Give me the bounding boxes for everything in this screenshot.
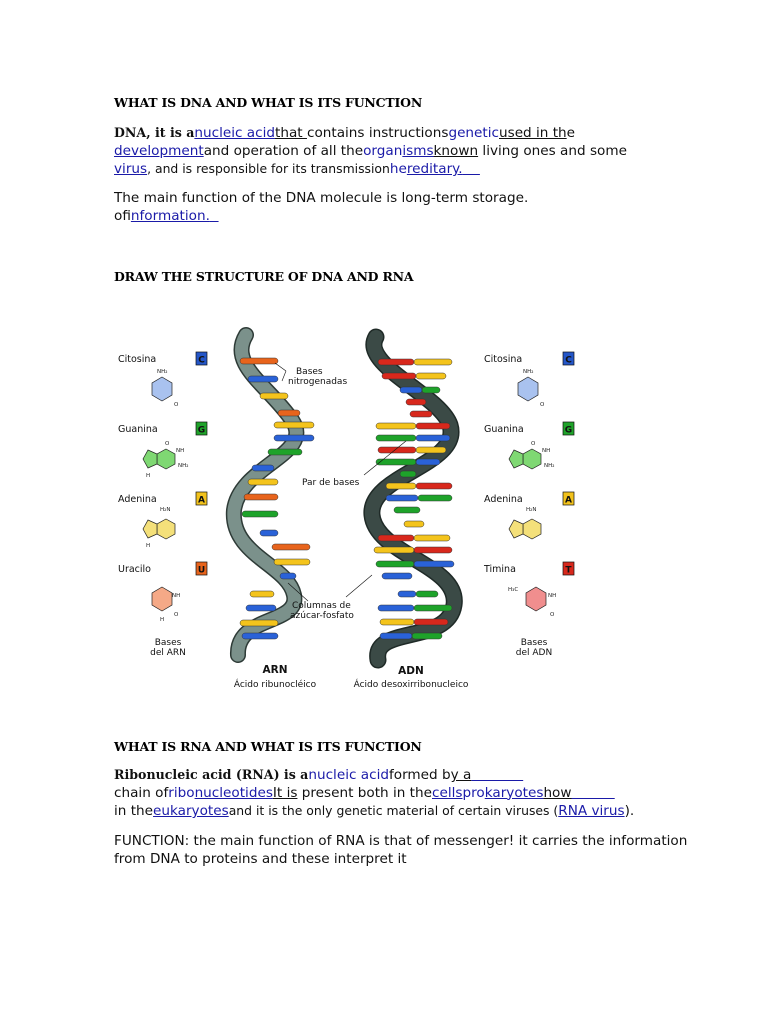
dna-base-bar	[386, 483, 416, 489]
rna-base-letter-4: U	[197, 565, 206, 576]
rna-title: ARN	[262, 664, 288, 676]
dna-base-bar	[406, 399, 426, 405]
heading-dna-function: WHAT IS DNA AND WHAT IS ITS FUNCTION	[114, 95, 423, 110]
rna-base-bar	[252, 465, 274, 471]
text-used-in: used in th	[499, 125, 567, 141]
rna-base-bar	[240, 620, 278, 626]
link-pro[interactable]: pro	[462, 784, 485, 801]
atom-label: O	[531, 441, 536, 447]
dna-double-helix	[372, 337, 454, 660]
atom-label: NH	[172, 593, 181, 599]
dna-base-bar	[416, 591, 438, 597]
paragraph-dna-main-function	[114, 190, 714, 225]
rna-base-bar	[272, 544, 310, 550]
rna-base-label-4: Uracilo	[118, 564, 151, 575]
rna-base-bar	[242, 633, 278, 639]
dna-base-bar	[416, 459, 440, 465]
adenine-molecule-icon	[143, 507, 175, 549]
dna-base-bar	[418, 495, 452, 501]
link-virus[interactable]: virus	[114, 161, 148, 177]
link-development[interactable]: development	[114, 142, 204, 159]
link-ribo[interactable]: ribo	[168, 784, 195, 801]
atom-label: NH	[542, 448, 551, 454]
dna-base-letter-2: G	[564, 425, 573, 436]
dna-base-bar	[404, 521, 424, 527]
rna-base-bar	[248, 479, 278, 485]
dna-base-bar	[376, 561, 414, 567]
rna-base-label-3: Adenina	[118, 494, 157, 505]
label-columnas-1: Columnas de	[292, 601, 351, 611]
dna-base-bar	[414, 561, 454, 567]
dna-base-bar	[416, 423, 450, 429]
atom-label: H	[146, 473, 151, 479]
rna-base-label-1: Citosina	[118, 354, 157, 365]
rna-base-bar	[260, 530, 278, 536]
rna-base-letter-1: C	[198, 355, 205, 366]
text-contains-instructions: contains instructions	[306, 125, 449, 141]
underline-trail-2	[210, 208, 219, 224]
rna-base-bar	[246, 605, 276, 611]
link-genetic[interactable]: genetic	[448, 125, 499, 141]
dna-base-bar	[400, 387, 422, 393]
dna-base-bar	[380, 619, 414, 625]
link-rna-virus[interactable]: RNA virus	[558, 803, 625, 819]
atom-label: O	[174, 612, 179, 618]
text-chain-of: chain of	[114, 784, 169, 801]
text-how: how	[543, 784, 572, 801]
dna-base-bar	[414, 547, 452, 553]
rna-base-bar	[278, 410, 300, 416]
atom-label: H₃C	[508, 587, 519, 593]
dna-base-bar	[382, 373, 416, 379]
rna-bases-panel	[118, 352, 207, 658]
dna-base-bar	[378, 535, 414, 541]
dna-bases-caption-1: Bases	[520, 638, 548, 648]
atom-label: H₂N	[526, 507, 537, 513]
rna-base-bar	[244, 494, 278, 500]
rna-base-letter-3: A	[198, 495, 205, 506]
dna-base-bar	[376, 423, 416, 429]
dna-base-bar	[386, 495, 418, 501]
dna-base-label-2: Guanina	[484, 424, 524, 435]
text-it-is: It is	[272, 784, 298, 801]
atom-label: H₂N	[160, 507, 171, 513]
atom-label: O	[540, 402, 545, 408]
dna-base-bar	[400, 471, 416, 477]
dna-base-bar	[422, 387, 440, 393]
rna-bases-caption-1: Bases	[154, 638, 182, 648]
rna-base-bar	[240, 358, 278, 364]
text-that: that	[275, 125, 307, 141]
text-function-line-1: FUNCTION: the main function of RNA is that of messenger! it carries the information	[114, 833, 688, 849]
link-isms[interactable]: isms	[402, 142, 434, 159]
dna-base-bar	[410, 411, 432, 417]
dna-base-bar	[416, 447, 446, 453]
rna-base-bar	[280, 573, 296, 579]
link-nucleic-acid-rna[interactable]: nucleic acid	[308, 767, 389, 783]
text-y-a: y a	[450, 767, 472, 783]
rna-base-bar	[274, 559, 310, 565]
rna-lead-text: Ribonucleic acid (RNA) is a	[114, 767, 309, 782]
underline-blank-1	[471, 767, 523, 783]
dna-base-letter-1: C	[565, 355, 572, 366]
rna-subtitle: Ácido ribunocléico	[233, 680, 317, 690]
atom-label: NH	[176, 448, 185, 454]
dna-base-bar	[394, 507, 420, 513]
atom-label: NH₂	[157, 369, 168, 375]
rna-base-label-2: Guanina	[118, 424, 158, 435]
paragraph-rna-definition	[114, 766, 714, 821]
dna-base-bar	[376, 435, 416, 441]
atom-label: H	[146, 543, 151, 549]
rna-base-bar	[242, 511, 278, 517]
paragraph-rna-function	[114, 833, 714, 868]
dna-base-letter-4: T	[565, 565, 572, 576]
atom-label: O	[174, 402, 179, 408]
text-responsible: , and is responsible for its transmission	[147, 161, 390, 176]
dna-base-bar	[414, 605, 452, 611]
dna-lead-text: DNA, it is a	[114, 125, 195, 140]
dna-base-bar	[376, 459, 416, 465]
text-of: of	[114, 207, 131, 224]
dna-base-bar	[412, 633, 442, 639]
dna-base-letter-3: A	[565, 495, 572, 506]
atom-label: O	[165, 441, 170, 447]
dna-rna-structure-figure	[110, 325, 590, 695]
link-nucleotides[interactable]: nucleotides	[194, 784, 273, 801]
guanine-molecule-icon-right	[509, 441, 554, 469]
cytosine-molecule-icon-right	[518, 369, 545, 408]
paragraph-dna-definition	[114, 124, 714, 179]
dna-base-bar	[416, 483, 452, 489]
dna-base-bar	[380, 633, 412, 639]
dna-base-bar	[416, 435, 450, 441]
link-organ[interactable]: organ	[363, 142, 403, 159]
atom-label: O	[550, 612, 555, 618]
rna-base-bar	[268, 449, 302, 455]
cytosine-molecule-icon	[152, 369, 179, 408]
dna-base-bar	[414, 619, 448, 625]
text-living-ones: living ones and some	[478, 142, 627, 159]
label-columnas-2: azúcar-fosfato	[290, 611, 354, 621]
text-e: e	[566, 125, 576, 141]
dna-base-label-4: Timina	[484, 564, 516, 575]
text-present: present both in the	[297, 784, 432, 801]
text-known: known	[433, 142, 479, 159]
atom-label: H	[160, 617, 165, 623]
text-operation: and operation of all the	[203, 142, 364, 159]
link-cells[interactable]: cells	[432, 784, 463, 801]
dna-base-label-1: Citosina	[484, 354, 523, 365]
label-bases-nitrogenadas-2: nitrogenadas	[288, 377, 348, 387]
dna-base-bar	[382, 573, 412, 579]
rna-base-letter-2: G	[197, 425, 206, 436]
adenine-molecule-icon-right	[509, 507, 541, 539]
dna-base-bar	[414, 535, 450, 541]
rna-base-bar	[274, 435, 314, 441]
thymine-molecule-icon	[508, 587, 556, 618]
atom-label: NH₂	[523, 369, 534, 375]
link-nucleic-acid[interactable]: nucleic acid	[194, 125, 276, 141]
link-reditary[interactable]: reditary.	[406, 161, 463, 177]
guanine-molecule-icon	[143, 441, 188, 479]
dna-base-bar	[378, 359, 414, 365]
rna-base-bar	[260, 393, 288, 399]
dna-base-bar	[398, 591, 416, 597]
dna-bases-caption-2: del ADN	[515, 648, 553, 658]
text-closing: ).	[624, 803, 635, 819]
link-he[interactable]: he	[389, 161, 407, 177]
dna-base-bar	[374, 547, 414, 553]
text-function-line-2: from DNA to proteins and these interpret it	[114, 850, 407, 867]
uracil-molecule-icon	[152, 587, 180, 623]
link-eukaryotes[interactable]: eukaryotes	[153, 803, 229, 819]
dna-title: ADN	[398, 665, 424, 677]
label-par-de-bases: Par de bases	[302, 478, 360, 488]
link-information[interactable]: information.	[130, 207, 210, 224]
text-formed-by: formed b	[388, 767, 451, 783]
underline-trail	[463, 161, 480, 177]
rna-bases-caption-2: del ARN	[150, 648, 186, 658]
heading-rna-function: WHAT IS RNA AND WHAT IS ITS FUNCTION	[114, 739, 422, 754]
dna-base-bar	[416, 373, 446, 379]
atom-label: NH₂	[178, 463, 189, 469]
dna-bases-panel	[483, 352, 574, 658]
underline-blank-2	[572, 785, 615, 801]
dna-base-label-3: Adenina	[484, 494, 523, 505]
dna-base-bar	[378, 605, 414, 611]
dna-subtitle: Ácido desoxirribonucleico	[353, 680, 469, 690]
label-bases-nitrogenadas-1: Bases	[296, 367, 323, 377]
heading-draw-structure: DRAW THE STRUCTURE OF DNA AND RNA	[114, 269, 414, 284]
text-in-the: in the	[114, 803, 154, 819]
rna-base-bar	[248, 376, 278, 382]
text-main-function: The main function of the DNA molecule is long-term storage.	[114, 190, 529, 206]
text-only-genetic-material: and it is the only genetic material of certain viruses (	[228, 803, 559, 818]
atom-label: NH	[548, 593, 557, 599]
rna-base-bar	[274, 422, 314, 428]
atom-label: NH₂	[544, 463, 555, 469]
link-karyotes[interactable]: karyotes	[484, 784, 544, 801]
rna-base-bar	[250, 591, 274, 597]
dna-base-bar	[414, 359, 452, 365]
